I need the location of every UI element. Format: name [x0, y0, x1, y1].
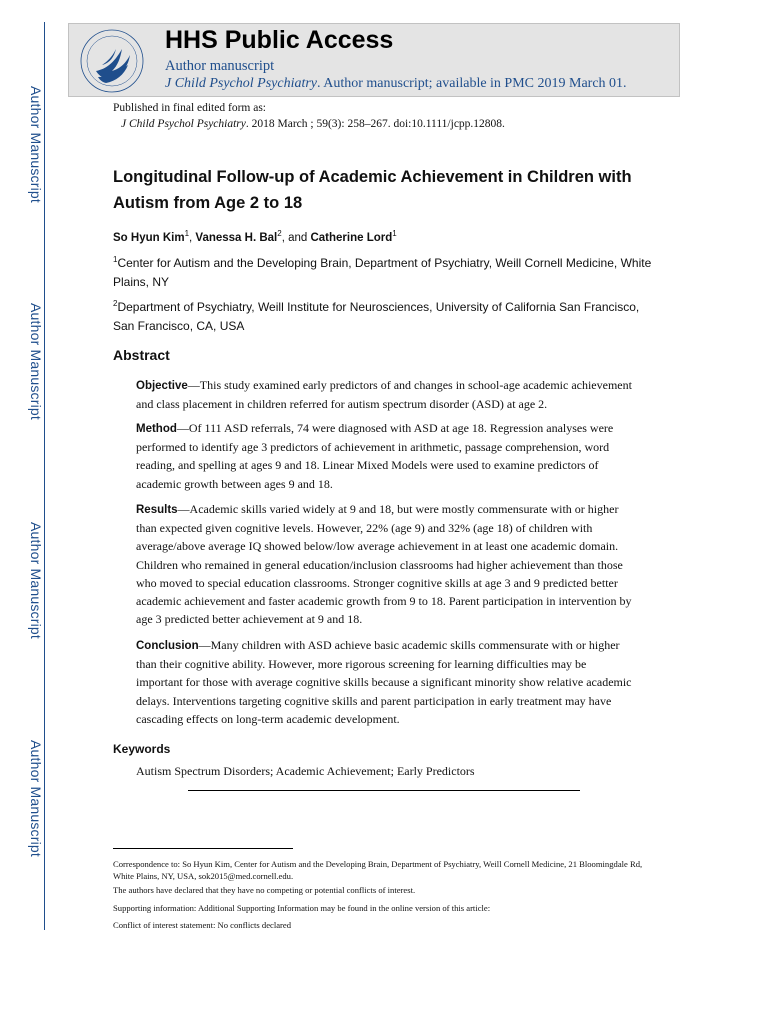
keywords-divider: [188, 790, 580, 791]
citation: [113, 116, 505, 132]
abstract-method: Method—Of 111 ASD referrals, 74 were diagnosed with ASD at age 18. Regression analyses were performed to identify age 3 predictors of achievement in arithmetic, passage comprehension, word reading, and spelling at ages 9 and 18. Linear Mixed Models were used to examine predictors of academic growth between ages 9 and 18.: [136, 421, 614, 491]
affiliation-number: 2: [113, 299, 118, 308]
availability-text: . Author manuscript; available in PMC 2019 March 01.: [317, 76, 627, 91]
author-affiliation-mark: 1: [392, 229, 397, 238]
conclusion-text: Many children with ASD achieve basic academic skills commensurate with or higher than their cognitive ability. However, more rigorous screening for learning difficulties may be important for those with average cognitive skills because a significant minority show relative academic delays. Interventions targeting cognitive skills and parent participation in early treatment may have cascading effects on long-term academic development.: [136, 638, 632, 726]
footnote-supporting-info: Supporting information: Additional Supporting Information may be found in the online version of this article:: [113, 903, 491, 913]
citation-details: . 2018 March ; 59(3): 258–267. doi:10.1111/jcpp.12808.: [245, 118, 505, 130]
abstract-results: Results—Academic skills varied widely at 9 and 18, but were mostly commensurate with or higher than expected given cognitive levels. However, 22% (age 9) and 32% (age 18) of children with average/above average IQ showed below/low average achievement in at least one academic domain. Children who remained in general education/inclusion classrooms had higher achievement than those who moved to special education classrooms. Stronger cognitive skills at age 3 and 9 predicted better academic achievement and faster academic growth from 9 to 18. Parent participation in intervention by age 3 predicted better achievement at 9 and 18.: [136, 502, 632, 627]
footnote-coi-statement: Conflict of interest statement: No conflicts declared: [113, 920, 292, 930]
journal-name: J Child Psychol Psychiatry: [165, 76, 318, 91]
side-label-author-manuscript: Author Manuscript: [28, 522, 44, 640]
keywords-text: Autism Spectrum Disorders; Academic Achievement; Early Predictors: [136, 764, 475, 778]
abstract-conclusion: Conclusion—Many children with ASD achieve basic academic skills commensurate with or higher than their cognitive ability. However, more rigorous screening for learning difficulties may be important for those with average cognitive skills because a significant minority show relative academic delays. Interventions targeting cognitive skills and parent participation in early treatment may have cascading effects on long-term academic development.: [136, 638, 632, 726]
side-label-author-manuscript: Author Manuscript: [28, 86, 44, 204]
abstract-heading: Abstract: [113, 347, 170, 363]
author-name: Catherine Lord: [310, 231, 393, 244]
conclusion-label: Conclusion: [136, 640, 199, 652]
results-text: Academic skills varied widely at 9 and 18, but were mostly commensurate with or higher than expected given cognitive levels. However, 22% (age 9) and 32% (age 18) of children with average/above average IQ showed below/low average achievement in at least one academic domain. Children who remained in general education/inclusion classrooms had higher achievement than those who moved to special education classrooms. Stronger cognitive skills at age 3 and 9 predicted better academic achievement and faster academic growth from 9 to 18. Parent participation in intervention by age 3 predicted better achievement at 9 and 18.: [136, 502, 632, 627]
article-title: Longitudinal Follow-up of Academic Achievement in Children with Autism from Age 2 to 18: [113, 168, 632, 212]
hhs-header: [68, 23, 680, 97]
results-label: Results: [136, 504, 178, 516]
published-form: [113, 100, 505, 132]
affiliation-1: [113, 250, 653, 292]
author-separator: ,: [189, 231, 196, 244]
keywords-heading: Keywords: [113, 742, 171, 756]
citation-journal: J Child Psychol Psychiatry: [121, 118, 246, 130]
method-label: Method: [136, 423, 177, 435]
side-label-author-manuscript: Author Manuscript: [28, 303, 44, 421]
author-separator: , and: [281, 231, 311, 244]
abstract-objective: Objective—This study examined early predictors of and changes in school-age academic achievement and class placement in children referred for autism spectrum disorder (ASD) at age 2.: [136, 378, 632, 412]
published-label: Published in final edited form as:: [113, 102, 266, 114]
hhs-eagle-logo-icon: [78, 27, 146, 95]
author-name: So Hyun Kim: [113, 231, 185, 244]
left-margin-rule: [44, 22, 45, 930]
method-text: Of 111 ASD referrals, 74 were diagnosed with ASD at age 18. Regression analyses were performed to identify age 3 predictors of achievement in arithmetic, passage comprehension, word reading, and spelling at ages 9 and 18. Linear Mixed Models were used to examine predictors of academic growth between ages 9 and 18.: [136, 421, 614, 491]
author-affiliation-mark: 2: [277, 229, 282, 238]
author-affiliation-mark: 1: [184, 229, 190, 238]
affiliation-text: Center for Autism and the Developing Brain, Department of Psychiatry, Weill Cornell Medicine, White Plains, NY: [113, 256, 652, 289]
availability-line: [165, 76, 627, 92]
hhs-title: HHS Public Access: [165, 26, 394, 54]
affiliation-number: 1: [113, 255, 118, 264]
objective-text: This study examined early predictors of and changes in school-age academic achievement and class placement in children referred for autism spectrum disorder (ASD) at age 2.: [136, 378, 632, 412]
side-label-author-manuscript: Author Manuscript: [28, 740, 44, 858]
affiliation-2: [113, 294, 653, 336]
footnote-divider: [113, 848, 293, 849]
author-manuscript-label: Author manuscript: [165, 58, 275, 74]
footnote-correspondence: Correspondence to: So Hyun Kim, Center for Autism and the Developing Brain, Department of Psychiatry, Weill Cornell Medicine, 21 Bloomingdale Rd, White Plains, NY, USA, sok2015@med.cornell.edu.: [113, 859, 643, 881]
author-list: [113, 229, 397, 244]
objective-label: Objective: [136, 380, 188, 392]
author-name: Vanessa H. Bal: [195, 231, 278, 244]
footnote-conflicts: The authors have declared that they have no competing or potential conflicts of interest.: [113, 885, 416, 895]
affiliation-text: Department of Psychiatry, Weill Institute for Neurosciences, University of California San Francisco, San Francisco, CA, USA: [113, 300, 640, 333]
